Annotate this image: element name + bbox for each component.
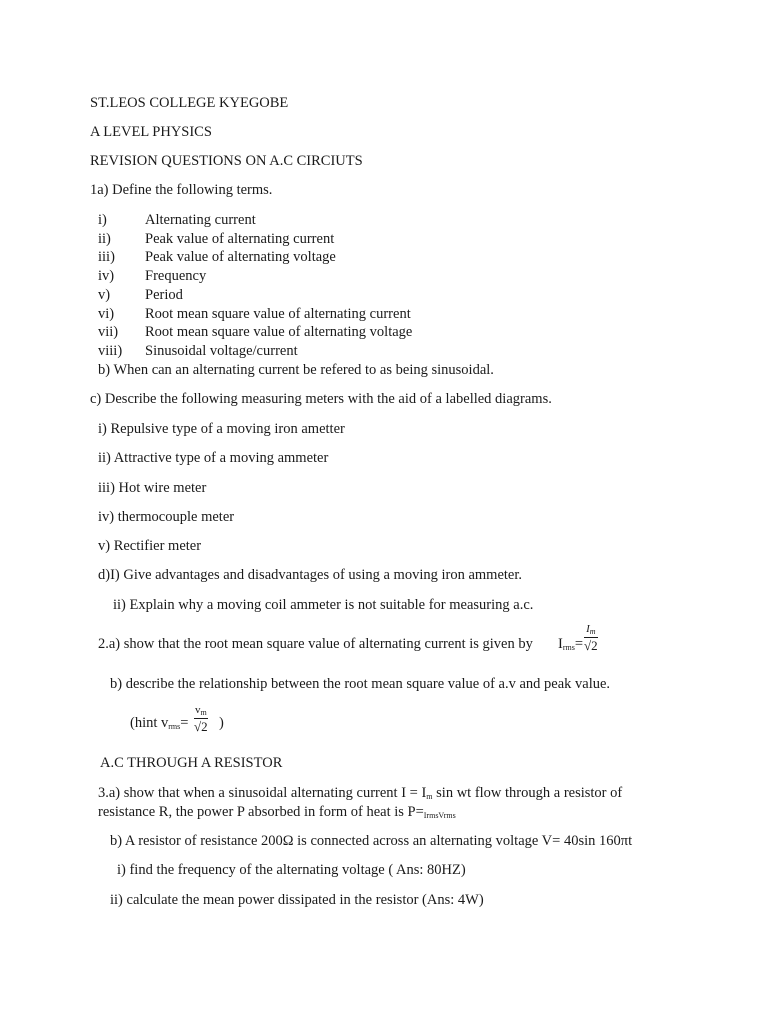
hint-lhs: (hint $v_{rms}=$ <box>130 715 189 731</box>
list-item: iii) Hot wire meter <box>98 480 207 496</box>
topic-title: REVISION QUESTIONS ON A.C CIRCIUTS <box>90 153 363 169</box>
list-item-number: v) <box>98 287 111 303</box>
list-item-number: vi) <box>98 306 115 322</box>
list-item-number: ii) <box>98 231 111 247</box>
section-heading: A.C THROUGH A RESISTOR <box>100 755 283 771</box>
list-item-text: Frequency <box>145 268 207 284</box>
list-item: iv) thermocouple meter <box>98 509 235 525</box>
q3b-i-question: i) find the frequency of the alternating voltage ( Ans: 80HZ) <box>117 862 466 878</box>
q1c-prompt: c) Describe the following measuring meters with the aid of a labelled diagrams. <box>90 391 552 407</box>
q1a-prompt: 1a) Define the following terms. <box>90 182 273 198</box>
q2a-question: 2.a) show that the root mean square value of alternating current is given by <box>98 636 533 652</box>
list-item-number: iv) <box>98 268 115 284</box>
school-name: ST.LEOS COLLEGE KYEGOBE <box>90 95 289 111</box>
subject-title: A LEVEL PHYSICS <box>90 124 212 140</box>
q3a-line1: 3.a) show that when a sinusoidal alternating current $I = I_m$ sin wt flow through a resistor of <box>98 785 623 801</box>
list-item: ii) Attractive type of a moving ammeter <box>98 450 329 466</box>
list-item-text: Peak value of alternating current <box>145 231 335 247</box>
list-item-number: vii) <box>98 324 119 340</box>
list-item-text: Peak value of alternating voltage <box>145 249 336 265</box>
q2b-question: b) describe the relationship between the root mean square value of a.v and peak value. <box>110 676 611 692</box>
list-item-number: viii) <box>98 343 123 359</box>
list-item-text: Root mean square value of alternating current <box>145 306 411 322</box>
list-item-text: Period <box>145 287 183 303</box>
list-item-text: Sinusoidal voltage/current <box>145 343 298 359</box>
hint-fraction: $v_m$ √2 <box>194 704 208 734</box>
list-item: v) Rectifier meter <box>98 538 202 554</box>
hint-close: ) <box>219 715 224 731</box>
list-item: i) Repulsive type of a moving iron ametter <box>98 421 345 437</box>
list-item-number: i) <box>98 212 107 228</box>
list-item-number: iii) <box>98 249 115 265</box>
list-item-text: Alternating current <box>145 212 256 228</box>
q1d-ii-question: ii) Explain why a moving coil ammeter is not suitable for measuring a.c. <box>113 597 534 613</box>
q3b-ii-question: ii) calculate the mean power dissipated in the resistor (Ans: 4W) <box>110 892 484 908</box>
q1b-question: b) When can an alternating current be refered to as being sinusoidal. <box>98 362 494 378</box>
list-item-text: Root mean square value of alternating voltage <box>145 324 413 340</box>
q3a-line2: resistance R, the power P absorbed in form of heat is $P=_{IrmsVrms}$ <box>98 804 456 820</box>
formula-fraction: $I_m$ √2 <box>584 623 598 653</box>
formula-lhs: $I_{rms}=$ <box>558 636 584 652</box>
q3b-question: b) A resistor of resistance 200Ω is connected across an alternating voltage V= 40sin 160πt <box>110 833 633 849</box>
q1d-i-question: d)I) Give advantages and disadvantages of using a moving iron ammeter. <box>98 567 523 583</box>
